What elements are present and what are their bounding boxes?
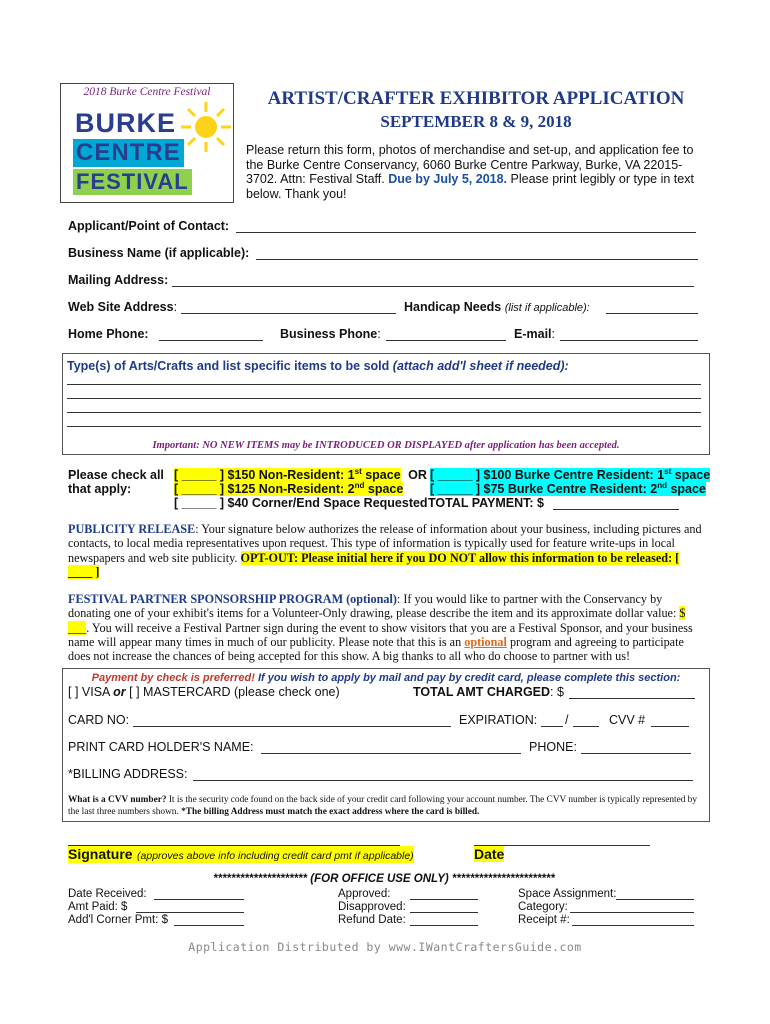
fee-opt3-label: [ _____ ] $125 Non-Resident: 2 bbox=[174, 482, 355, 497]
cvv-label: CVV # bbox=[609, 713, 646, 727]
signature-label-row bbox=[68, 846, 414, 864]
corner-pmt-input[interactable] bbox=[174, 925, 244, 926]
sponsorship-text-2: . You will receive a Festival Partner sign during the event to show visitors that you are a Festival Sponsor, and your business name will appear many times in much of our publicity. Please note that this is an bbox=[68, 620, 693, 649]
logo-line-festival: FESTIVAL bbox=[73, 169, 192, 195]
website-row bbox=[68, 300, 177, 314]
home-phone-label: Home Phone: bbox=[68, 327, 149, 341]
business-phone-label: Business Phone bbox=[280, 327, 378, 341]
disapproved-label: Disapproved: bbox=[338, 901, 406, 913]
publicity-text: : Your signature below authorizes the release of information about your business, including pictures and contacts, to local media representatives upon request. This type of information is typically used for feature write-ups in local newspapers and web site publicity. bbox=[68, 522, 702, 565]
fee-opt3-tail: space bbox=[364, 482, 404, 497]
office-row-space bbox=[518, 888, 616, 901]
fee-opt4-tail: space bbox=[666, 482, 706, 497]
email-label: E-mail bbox=[514, 327, 552, 341]
page-title: ARTIST/CRAFTER EXHIBITOR APPLICATION bbox=[267, 88, 685, 109]
office-use-heading: ********************* (FOR OFFICE USE ONLY) *********************** bbox=[213, 873, 555, 885]
business-label: Business Name (if applicable): bbox=[68, 246, 250, 260]
disapproved-input[interactable] bbox=[410, 912, 478, 913]
website-colon: : bbox=[173, 300, 178, 314]
total-charged-tail: : $ bbox=[550, 685, 564, 699]
publicity-optout[interactable]: OPT-OUT: Please initial here if you DO NOT allow this information to be released: [ ____ ] bbox=[68, 550, 680, 579]
sponsorship-optional: optional bbox=[464, 634, 507, 649]
cvv-question: What is a CVV number? bbox=[68, 795, 167, 805]
card-no-label: CARD NO: bbox=[68, 713, 130, 727]
category-input[interactable] bbox=[570, 912, 694, 913]
handicap-input[interactable] bbox=[606, 313, 698, 314]
office-row-corner bbox=[68, 914, 168, 927]
space-assignment-label: Space Assignment: bbox=[518, 888, 617, 900]
logo-line-burke: BURKE bbox=[75, 108, 177, 138]
approved-input[interactable] bbox=[410, 899, 478, 900]
cvv-billing-note: *The billing Address must match the exact address where the card is billed. bbox=[181, 806, 480, 817]
business-phone-input[interactable] bbox=[386, 340, 506, 341]
corner-pmt-label: Add'l Corner Pmt: $ bbox=[68, 914, 168, 926]
cvv-input[interactable] bbox=[651, 726, 689, 727]
office-col-3 bbox=[518, 888, 616, 927]
business-input[interactable] bbox=[256, 259, 698, 260]
check-label-1: Please check all bbox=[68, 468, 164, 482]
billing-address-input[interactable] bbox=[193, 780, 693, 781]
payment-box bbox=[62, 668, 710, 822]
total-charged-row bbox=[413, 685, 564, 699]
sponsorship-heading: FESTIVAL PARTNER SPONSORSHIP PROGRAM (optional) bbox=[68, 592, 397, 606]
logo-caption: 2018 Burke Centre Festival bbox=[83, 86, 211, 98]
crafts-box bbox=[62, 353, 710, 455]
intro-part1: Please return this form, photos of merchandise and set-up, and application fee to the Burke Centre Conservancy, 6060 Burke Centre Parkway, Burke, VA 22015-3702. Attn: Festival Staff. bbox=[246, 143, 694, 187]
website-input[interactable] bbox=[181, 313, 396, 314]
date-received-label: Date Received: bbox=[68, 888, 147, 900]
fee-opt1-sup: st bbox=[354, 467, 362, 476]
fee-option-corner[interactable]: [ _____ ] $40 Corner/End Space Requested bbox=[174, 496, 428, 510]
fee-option-res-2[interactable] bbox=[430, 481, 706, 496]
office-row-approved bbox=[338, 888, 406, 901]
office-col-2 bbox=[338, 888, 406, 927]
logo-line-centre: CENTRE bbox=[73, 139, 184, 167]
fee-opt4-sup: nd bbox=[657, 481, 667, 490]
handicap-note: (list if applicable): bbox=[504, 302, 590, 314]
signature-note: (approves above info including credit card pmt if applicable) bbox=[137, 850, 414, 862]
card-holder-label: PRINT CARD HOLDER'S NAME: bbox=[68, 740, 254, 754]
crafts-line-1[interactable] bbox=[67, 384, 701, 385]
email-row bbox=[514, 327, 555, 341]
date-label-text: Date bbox=[474, 846, 505, 862]
fee-opt1-tail: space bbox=[361, 468, 401, 483]
home-phone-row bbox=[68, 327, 149, 341]
visa-option[interactable]: [ ] VISA bbox=[68, 685, 114, 699]
card-type-row bbox=[68, 685, 340, 699]
fee-opt1-label: [ _____ ] $150 Non-Resident: 1 bbox=[174, 468, 355, 483]
fee-opt3-sup: nd bbox=[354, 481, 365, 490]
payment-note-rest: If you wish to apply by mail and pay by credit card, please complete this section: bbox=[254, 672, 681, 684]
sponsorship-section bbox=[68, 592, 704, 663]
applicant-label: Applicant/Point of Contact: bbox=[68, 219, 230, 233]
date-received-input[interactable] bbox=[154, 899, 244, 900]
crafts-line-3[interactable] bbox=[67, 412, 701, 413]
fee-option-res-1[interactable] bbox=[430, 467, 710, 482]
sponsorship-text-3: program and agreeing to participate does not increase the chances of being accepted for this show. A big thanks to all who do choose to partner with us! bbox=[68, 634, 684, 664]
email-input[interactable] bbox=[560, 340, 698, 341]
email-colon: : bbox=[551, 327, 555, 341]
payment-phone-label: PHONE: bbox=[529, 740, 577, 754]
crafts-line-4[interactable] bbox=[67, 426, 701, 427]
signature-label: Signature bbox=[68, 846, 133, 862]
date-label bbox=[474, 846, 504, 862]
mailing-row bbox=[68, 273, 168, 287]
fee-opt4-label: [ _____ ] $75 Burke Centre Resident: 2 bbox=[430, 482, 658, 497]
space-assignment-input[interactable] bbox=[616, 899, 694, 900]
fee-option-nonres-2-text bbox=[174, 482, 403, 496]
payment-note bbox=[63, 672, 709, 684]
intro-part2: Please print legibly or type in text below. Thank you! bbox=[246, 172, 694, 201]
office-row-date-received bbox=[68, 888, 168, 901]
refund-date-input[interactable] bbox=[410, 925, 478, 926]
fee-option-res-2-text bbox=[430, 482, 706, 496]
handicap-row bbox=[404, 300, 590, 314]
total-charged-input[interactable] bbox=[569, 698, 695, 699]
fee-or: OR bbox=[408, 468, 427, 483]
signature-label-wrap bbox=[68, 846, 414, 863]
publicity-release bbox=[68, 522, 704, 579]
expiration-month-input[interactable] bbox=[541, 726, 563, 727]
applicant-row bbox=[68, 219, 229, 233]
expiration-slash: / bbox=[565, 713, 569, 727]
mastercard-option[interactable]: [ ] MASTERCARD (please check one) bbox=[125, 685, 340, 699]
website-label: Web Site Address bbox=[68, 300, 174, 314]
payment-note-prefix: Payment by check is preferred! bbox=[91, 672, 255, 684]
footer-distribution: Application Distributed by www.IWantCraftersGuide.com bbox=[188, 940, 582, 954]
receipt-input[interactable] bbox=[572, 925, 694, 926]
office-row-disapproved bbox=[338, 901, 406, 914]
fee-opt2-tail: space bbox=[671, 468, 711, 483]
fee-opt2-label: [ _____ ] $100 Burke Centre Resident: 1 bbox=[430, 468, 665, 483]
handicap-label: Handicap Needs bbox=[404, 300, 502, 314]
total-charged-label: TOTAL AMT CHARGED bbox=[413, 685, 551, 699]
sponsorship-amount[interactable]: $ ___ bbox=[68, 606, 686, 635]
category-label: Category: bbox=[518, 901, 568, 913]
amt-paid-label: Amt Paid: $ bbox=[68, 901, 128, 913]
cvv-explanation bbox=[68, 795, 704, 818]
approved-label: Approved: bbox=[338, 888, 391, 900]
total-payment-input[interactable] bbox=[553, 509, 679, 510]
fee-option-nonres-1[interactable] bbox=[174, 467, 427, 482]
check-label-2: that apply: bbox=[68, 482, 132, 496]
expiration-year-input[interactable] bbox=[573, 726, 599, 727]
total-payment-label: TOTAL PAYMENT: $ bbox=[428, 496, 544, 510]
mailing-label: Mailing Address: bbox=[68, 273, 169, 287]
office-row-refund bbox=[338, 914, 406, 927]
billing-address-label: *BILLING ADDRESS: bbox=[68, 767, 188, 781]
crafts-heading bbox=[67, 359, 569, 373]
logo-box bbox=[60, 83, 234, 203]
card-no-input[interactable] bbox=[133, 726, 451, 727]
crafts-line-2[interactable] bbox=[67, 398, 701, 399]
expiration-label: EXPIRATION: bbox=[459, 713, 538, 727]
amt-paid-input[interactable] bbox=[136, 912, 244, 913]
intro-text bbox=[246, 143, 706, 201]
publicity-heading: PUBLICITY RELEASE bbox=[68, 522, 196, 536]
festival-dates: SEPTEMBER 8 & 9, 2018 bbox=[380, 112, 572, 131]
cvv-text: It is the security code found on the back side of your credit card following your account number. The CVV number is typically represented by the last three numbers shown. bbox=[68, 795, 697, 817]
fee-option-nonres-2[interactable] bbox=[174, 481, 403, 496]
home-phone-input[interactable] bbox=[159, 340, 263, 341]
mailing-input[interactable] bbox=[172, 286, 694, 287]
payment-phone-input[interactable] bbox=[581, 753, 691, 754]
crafts-label: Type(s) of Arts/Crafts and list specific items to be sold bbox=[67, 359, 390, 373]
card-or: or bbox=[113, 685, 126, 699]
applicant-input[interactable] bbox=[236, 232, 696, 233]
receipt-label: Receipt #: bbox=[518, 914, 570, 926]
crafts-note: (attach add'l sheet if needed): bbox=[392, 359, 569, 373]
business-phone-colon: : bbox=[377, 327, 381, 341]
card-holder-input[interactable] bbox=[261, 753, 521, 754]
sponsorship-text-1: : If you would like to partner with the Conservancy by donating one of your exhibit's items for a Volunteer-Only drawing, please describe the item and its approximate dollar value: bbox=[68, 592, 680, 621]
fee-opt2-sup: st bbox=[664, 467, 672, 476]
business-phone-row bbox=[280, 327, 381, 341]
refund-date-label: Refund Date: bbox=[338, 914, 406, 926]
intro-due-date: Due by July 5, 2018. bbox=[388, 172, 508, 187]
business-row bbox=[68, 246, 249, 260]
office-col-1 bbox=[68, 888, 168, 927]
sun-icon bbox=[179, 100, 233, 154]
crafts-important-note: Important: NO NEW ITEMS may be INTRODUCED OR DISPLAYED after application has been accepted. bbox=[152, 440, 620, 451]
